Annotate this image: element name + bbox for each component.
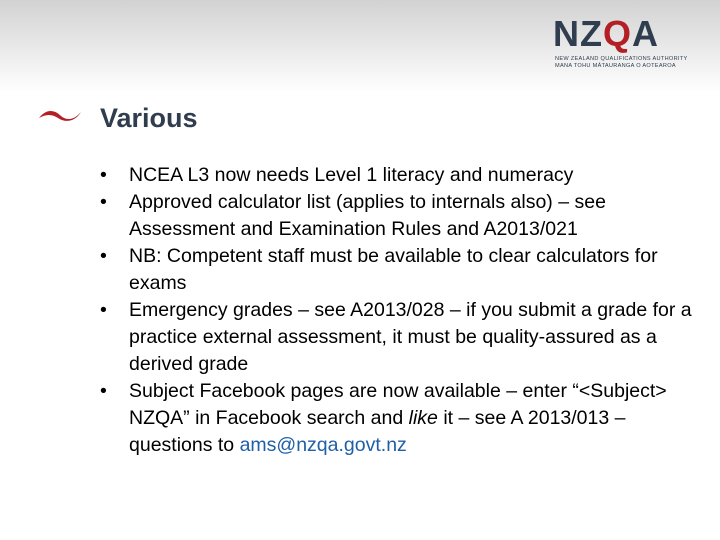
list-item <box>100 378 700 459</box>
bullet-text: Subject Facebook pages are now available – enter “<Subject> NZQA” in Facebook search and like it – see A 2013/013 – questions to ams@nzqa.govt.nz <box>129 380 667 456</box>
bullet-text: Emergency grades – see A2013/028 – if you submit a grade for a practice external assessment, it must be quality-assured as a derived grade <box>129 299 692 375</box>
logo-tagline-maori: MANA TOHU MĀTAURANGA O AOTEAROA <box>555 63 676 69</box>
list-item <box>100 162 700 189</box>
like-emphasis: like <box>408 407 438 429</box>
bullet-icon: • <box>100 299 107 321</box>
bullet-text: Approved calculator list (applies to internals also) – see Assessment and Examination Rules and A2013/021 <box>129 191 606 240</box>
list-item <box>100 189 700 243</box>
bullet-text: NB: Competent staff must be available to clear calculators for exams <box>129 245 658 294</box>
logo-q-emblem: Q <box>603 13 633 54</box>
list-item <box>100 243 700 297</box>
bullet-list <box>100 162 700 459</box>
nzqa-logo <box>553 13 713 72</box>
list-item <box>100 297 700 378</box>
logo-tagline-english: NEW ZEALAND QUALIFICATIONS AUTHORITY <box>555 56 688 62</box>
bullet-icon: • <box>100 245 107 267</box>
bullet-icon: • <box>100 164 107 186</box>
email-link[interactable]: ams@nzqa.govt.nz <box>239 434 407 456</box>
bullet-icon: • <box>100 380 107 402</box>
slide-title: Various <box>100 103 198 133</box>
logo-wordmark: NZQA <box>553 13 660 54</box>
bullet-icon: • <box>100 191 107 213</box>
swoosh-icon <box>38 108 82 124</box>
bullet-text: NCEA L3 now needs Level 1 literacy and numeracy <box>129 164 574 186</box>
